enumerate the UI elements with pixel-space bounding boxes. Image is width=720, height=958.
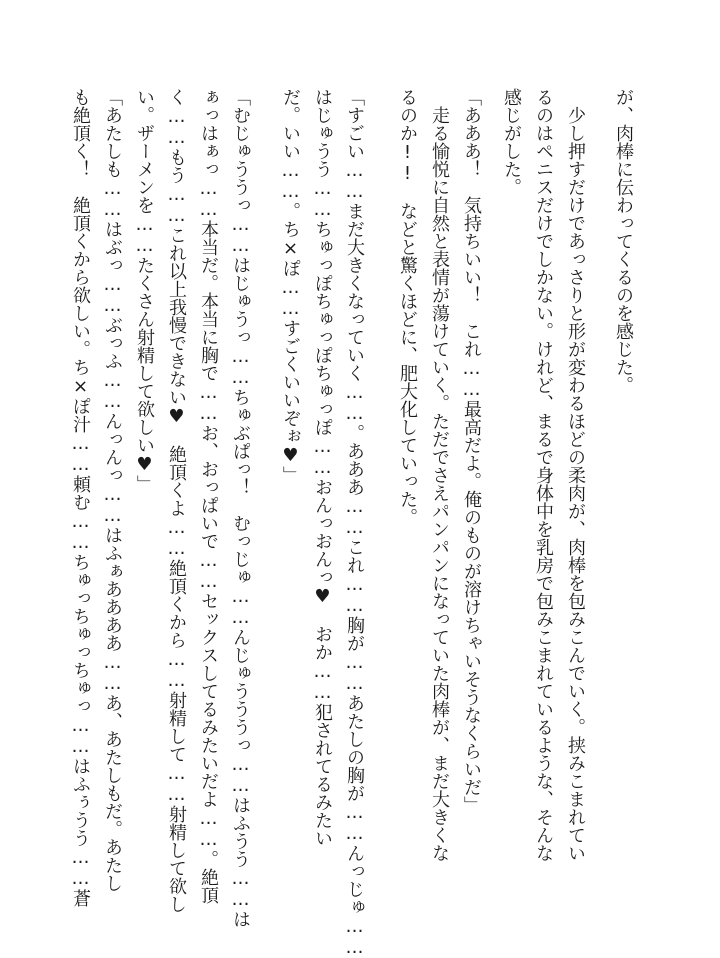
text-line: 少し押すだけであっさりと形が変わるほどの柔肉が、肉棒を包みこんでいく。挟みこまれてい	[565, 88, 586, 862]
text-line: 「すごい……まだ大きくなっていく……。あああ……これ……胸が……あたしの胸が……んっじゅ……	[344, 88, 365, 958]
text-line: い。ザーメンを……たくさん射精して欲しい♥」	[134, 88, 155, 493]
text-line: るのか!! などと驚くほどに、肥大化していった。	[397, 88, 418, 526]
text-line: 「むじゅううっ……はじゅうっ……ちゅぶぱっ！ むっじゅ……んじゅうううっ……はふうう……は	[230, 88, 251, 928]
text-line: も絶頂く！ 絶頂くから欲しい。ち×ぽ汁……頼む……ちゅっちゅっちゅっ……はふぅうう……蒼	[70, 88, 91, 907]
text-line: 「あああ！ 気持ちいい！ これ……最高だよ。俺のものが溶けちゃいそうなくらいだ」	[461, 88, 482, 814]
text-line: だ。いい……。ち×ぽ……すごくいいぞぉ♥」	[280, 88, 301, 484]
text-line: 走る愉悦に自然と表情が蕩けていく。ただでさえパンパンになっていた肉棒が、まだ大きくな	[429, 88, 450, 862]
text-line: が、肉棒に伝わってくるのを感じた。	[613, 88, 634, 394]
text-line: く……もう……これ以上我慢できない♥ 絶頂くよ……絶頂くから……射精して……射精して欲し	[166, 88, 187, 913]
text-line: はじゅうう……ちゅっぽちゅっぽちゅっぽ……おんっおんっ♥ おか……犯されてるみたい	[312, 88, 333, 847]
text-line: ぁっはぁっ……本当だ。本当に胸で……お、おっぱいで……セックスしてるみたいだよ……。絶頂	[198, 88, 219, 904]
text-line: 「あたしも……はぶっ……ぶっふ……んっんっ……はふぁああああ……あ、あたしもだ。あたし	[102, 88, 123, 892]
text-line: るのはペニスだけでしかない。けれど、まるで身体中を乳房で包みこまれているような、そんな	[533, 88, 554, 862]
text-line: 感じがした。	[501, 88, 522, 196]
